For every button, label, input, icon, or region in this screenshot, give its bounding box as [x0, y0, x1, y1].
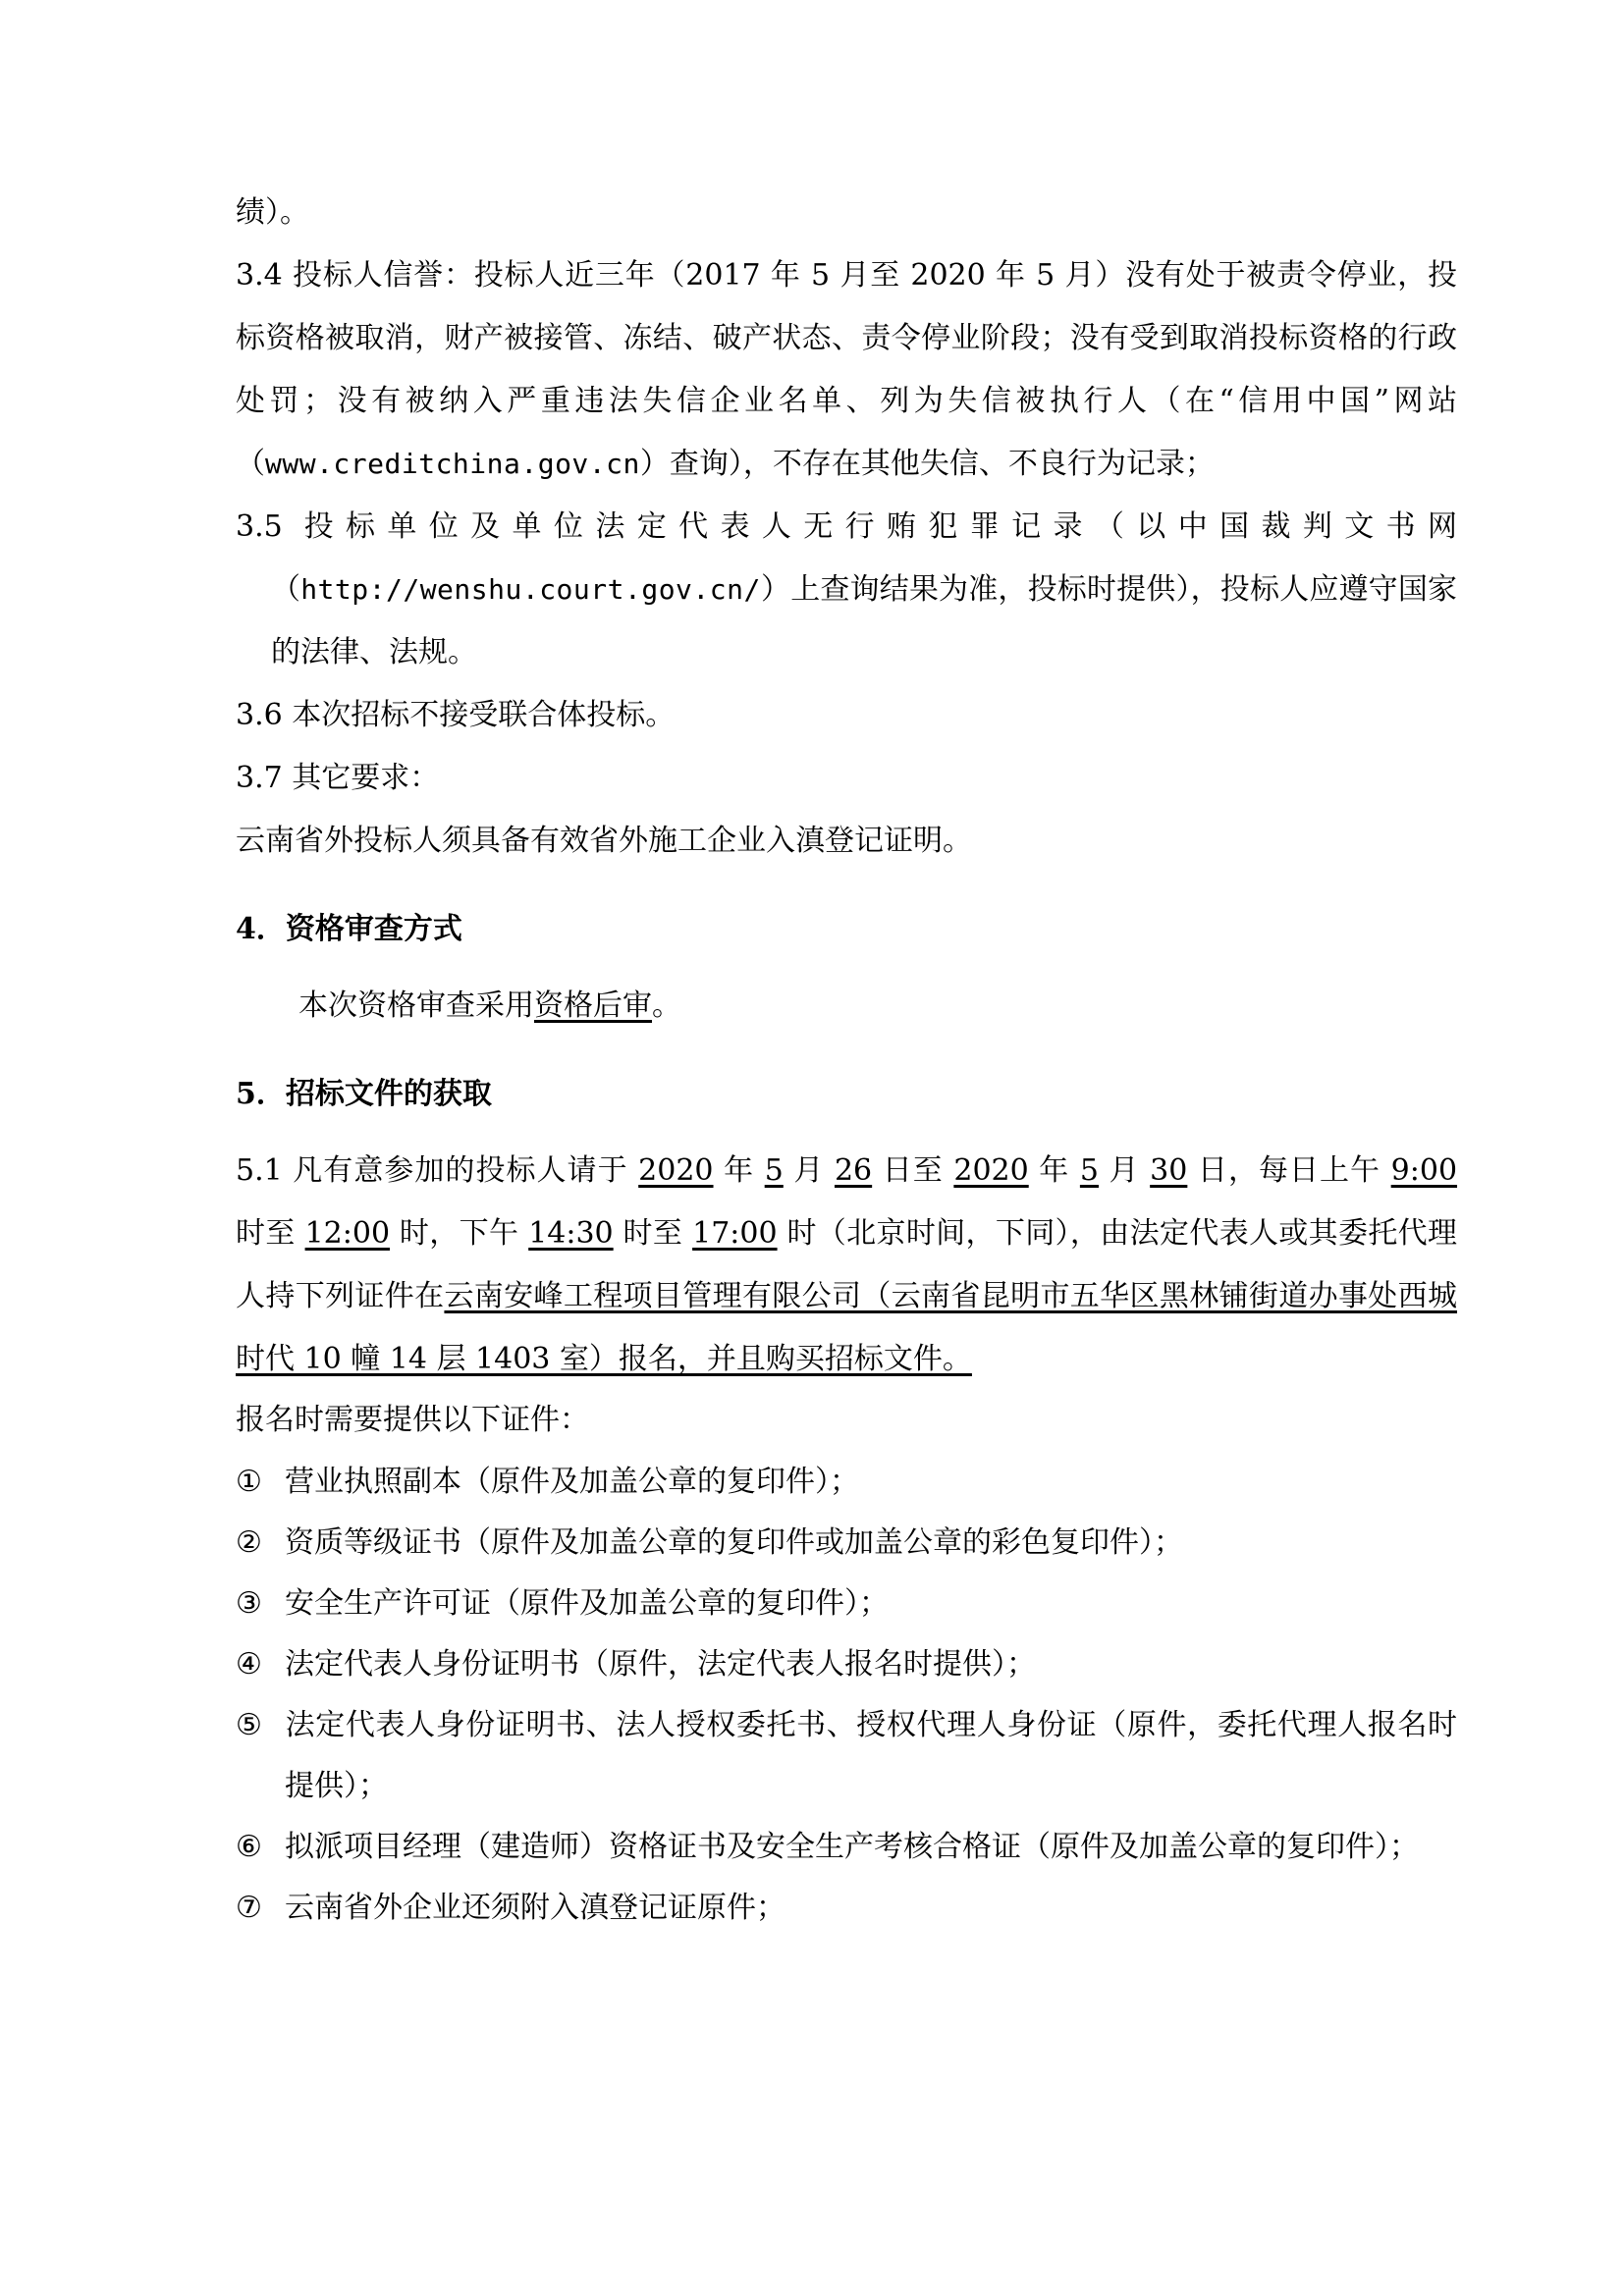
- list-item-text: 拟派项目经理（建造师）资格证书及安全生产考核合格证（原件及加盖公章的复印件）；: [285, 1830, 1419, 1864]
- url-wenshu: http://wenshu.court.gov.cn/: [300, 573, 761, 606]
- registration-company-address: 云南安峰工程项目管理有限公司（云南省昆明市五华区黑林铺街道办事处西城时代 10 幢 14 层 1403 室）报名，并且购买招标文件。: [236, 1279, 1458, 1376]
- list-marker: ⑦: [236, 1891, 262, 1925]
- list-item: [236, 1574, 1457, 1634]
- time-afternoon-start: 14:30: [528, 1216, 614, 1251]
- paragraph-4-underlined: 资格后审: [534, 988, 652, 1023]
- paragraph-3-4: [236, 244, 1457, 496]
- list-marker: ①: [236, 1465, 262, 1499]
- heading-4: 4．资格审查方式: [236, 912, 462, 946]
- url-creditchina: www.creditchina.gov.cn: [265, 448, 640, 480]
- list-item-text: 法定代表人身份证明书（原件，法定代表人报名时提供）；: [285, 1647, 1036, 1682]
- text-5-1-afternoon: 时，下午: [390, 1216, 529, 1251]
- date-start-month: 5: [764, 1153, 784, 1188]
- list-item-text: 安全生产许可证（原件及加盖公章的复印件）；: [285, 1586, 889, 1621]
- text-3-4-part1: 3.4 投标人信誉：投标人近三年（2017 年 5 月至 2020 年 5 月）没有处于被责令停业，投标资格被取消，财产被接管、冻结、破产状态、责令停业阶段；没有受到取消投标资格的行政处罚；没有被纳入严重违法失信企业名单、列为失信被执行人（在“信用中国”网站（: [236, 258, 1457, 481]
- date-end-day: 30: [1150, 1153, 1188, 1188]
- label-month-2: 月: [1098, 1153, 1151, 1188]
- list-marker: ⑤: [236, 1708, 262, 1742]
- label-time-to-2: 时至: [613, 1216, 693, 1251]
- list-item: [236, 1513, 1457, 1574]
- list-marker: ④: [236, 1647, 262, 1682]
- date-start-year: 2020: [638, 1153, 714, 1188]
- time-afternoon-end: 17:00: [692, 1216, 778, 1251]
- list-item: [236, 1695, 1457, 1817]
- text-3-5-part1: 3.5 投标单位及单位法定代表人无行贿犯罪记录（以中国裁判文书网（: [236, 509, 1457, 607]
- time-morning-end: 12:00: [304, 1216, 391, 1251]
- time-morning-start: 9:00: [1390, 1153, 1458, 1188]
- paragraph-4-after: 。: [652, 988, 681, 1023]
- date-start-day: 26: [834, 1153, 873, 1188]
- text-3-4-part2: ）查询），不存在其他失信、不良行为记录；: [639, 447, 1215, 481]
- label-year-1: 年: [713, 1153, 765, 1188]
- heading-5: 5．招标文件的获取: [236, 1077, 492, 1111]
- paragraph-3-5: [236, 496, 1457, 684]
- paragraph-5-1: [236, 1140, 1457, 1391]
- list-intro: 报名时需要提供以下证件：: [236, 1403, 589, 1437]
- label-month-1: 月: [783, 1153, 835, 1188]
- date-end-year: 2020: [953, 1153, 1029, 1188]
- paragraph-4-before: 本次资格审查采用: [298, 988, 534, 1023]
- date-end-month: 5: [1079, 1153, 1099, 1188]
- list-item-text: 营业执照副本（原件及加盖公章的复印件）；: [285, 1465, 859, 1499]
- list-item-text: 云南省外企业还须附入滇登记证原件；: [285, 1891, 785, 1925]
- required-documents-list: [236, 1452, 1457, 1939]
- paragraph-continuation: 绩）。: [236, 195, 309, 230]
- list-item-text: 资质等级证书（原件及加盖公章的复印件或加盖公章的彩色复印件）；: [285, 1525, 1183, 1560]
- list-item: [236, 1817, 1457, 1878]
- list-marker: ⑥: [236, 1830, 262, 1864]
- paragraph-3-7-detail: 云南省外投标人须具备有效省外施工企业入滇登记证明。: [236, 824, 972, 858]
- text-5-1-mid: 时（北京时间，下同），由法定代表人或其委托代理人持下列证件在: [236, 1216, 1457, 1313]
- list-item: [236, 1634, 1457, 1695]
- list-marker: ③: [236, 1586, 262, 1621]
- label-year-2: 年: [1028, 1153, 1080, 1188]
- list-item-text: 法定代表人身份证明书、法人授权委托书、授权代理人身份证（原件，委托代理人报名时提供）；: [285, 1708, 1457, 1803]
- list-item: [236, 1878, 1457, 1939]
- list-marker: ②: [236, 1525, 262, 1560]
- paragraph-3-7: 3.7 其它要求：: [236, 761, 440, 795]
- text-5-1-morning: 日，每日上午: [1187, 1153, 1391, 1188]
- text-3-5-part2: ）上查询结果为准，投标时提供），投标人应遵守国家的法律、法规。: [271, 572, 1458, 669]
- paragraph-3-6: 3.6 本次招标不接受联合体投标。: [236, 698, 676, 732]
- text-5-1-intro: 5.1 凡有意参加的投标人请于: [236, 1153, 639, 1188]
- label-time-to-1: 时至: [236, 1216, 305, 1251]
- paragraph-4-body: [236, 975, 1457, 1038]
- label-day-to: 日至: [872, 1153, 954, 1188]
- list-item: [236, 1452, 1457, 1513]
